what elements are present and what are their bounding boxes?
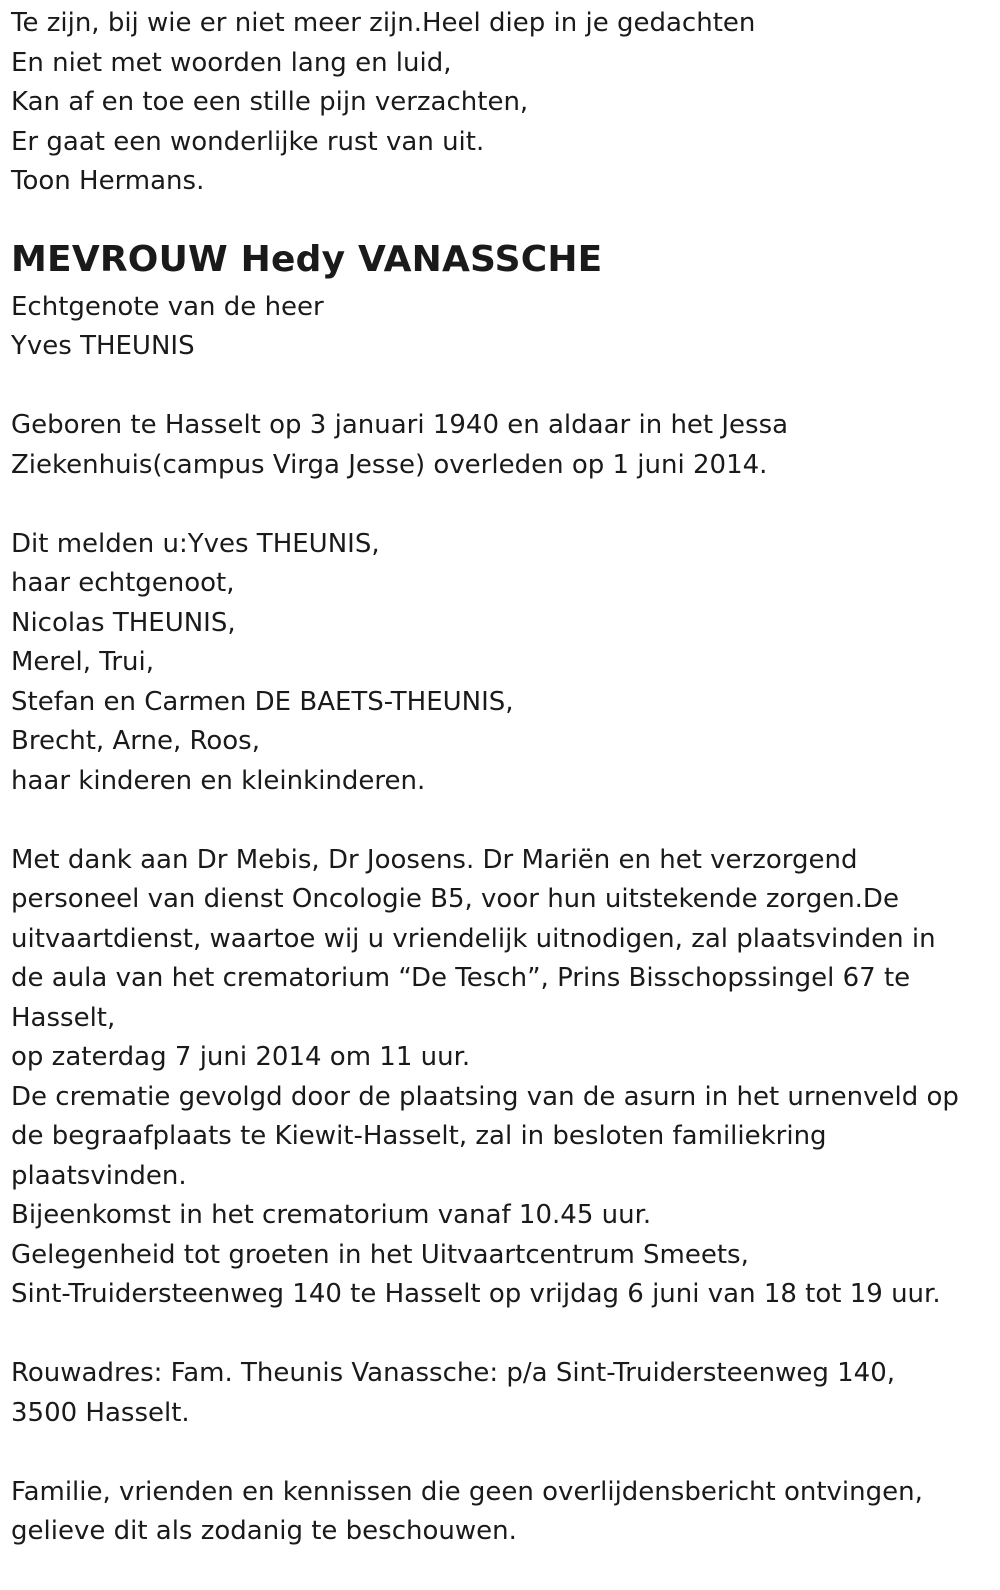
spacer [11,1315,986,1355]
service-line: de begraafplaats te Kiewit-Hasselt, zal in besloten familiekring [11,1121,827,1151]
service-line: uitvaartdienst, waartoe wij u vriendelijk uitnodigen, zal plaatsvinden in [11,923,936,954]
family-block [11,525,986,802]
service-line: Gelegenheid tot groeten in het Uitvaartcentrum Smeets, [11,1239,749,1270]
deceased-name-heading: MEVROUW Hedy VANASSCHE [11,238,603,280]
service-line: De crematie gevolgd door de plaatsing van de asurn in het urnenveld op [11,1081,959,1112]
obituary-page [11,4,986,1552]
spacer [11,485,986,525]
service-line: plaatsvinden. [11,1160,187,1191]
notice-block [11,1473,986,1552]
service-line: Hasselt, [11,1002,116,1033]
notice-line: Familie, vrienden en kennissen die geen overlijdensbericht ontvingen, [11,1476,923,1507]
poem-line: Te zijn, bij wie er niet meer zijn.Heel diep in je gedachten [11,8,756,38]
poem-author: Toon Hermans. [11,166,205,196]
address-block [11,1354,986,1433]
service-line: Sint-Truidersteenweg 140 te Hasselt op vrijdag 6 juni van 18 tot 19 uur. [11,1279,941,1309]
spacer [11,1433,986,1473]
poem-line: Kan af en toe een stille pijn verzachten, [11,87,529,117]
birth-block [11,406,986,485]
family-line: Brecht, Arne, Roos, [11,726,260,756]
family-line: Dit melden u:Yves THEUNIS, [11,528,380,559]
family-line: Stefan en Carmen DE BAETS-THEUNIS, [11,686,514,717]
address-line: Rouwadres: Fam. Theunis Vanassche: p/a Sint-Truidersteenweg 140, [11,1358,895,1388]
birth-line: Geboren te Hasselt op 3 januari 1940 en aldaar in het Jessa [11,410,789,440]
service-line: personeel van dienst Oncologie B5, voor hun uitstekende zorgen.De [11,884,899,914]
spouse-line: Yves THEUNIS [11,331,195,361]
poem-block [11,4,986,202]
spacer [11,367,986,407]
poem-line: Er gaat een wonderlijke rust van uit. [11,126,485,157]
service-line: op zaterdag 7 juni 2014 om 11 uur. [11,1042,471,1072]
service-line: Met dank aan Dr Mebis, Dr Joosens. Dr Mariën en het verzorgend [11,844,858,875]
spacer [11,801,986,841]
family-line: Merel, Trui, [11,647,155,677]
birth-line: Ziekenhuis(campus Virga Jesse) overleden op 1 juni 2014. [11,449,768,480]
family-line: haar echtgenoot, [11,568,235,598]
notice-line: gelieve dit als zodanig te beschouwen. [11,1516,517,1546]
family-line: haar kinderen en kleinkinderen. [11,765,426,796]
service-line: Bijeenkomst in het crematorium vanaf 10.45 uur. [11,1200,652,1230]
service-block [11,841,986,1315]
service-line: de aula van het crematorium “De Tesch”, Prins Bisschopssingel 67 te [11,963,911,993]
address-line: 3500 Hasselt. [11,1397,190,1428]
spouse-line: Echtgenote van de heer [11,291,324,322]
spouse-block [11,288,986,367]
poem-line: En niet met woorden lang en luid, [11,47,452,78]
family-line: Nicolas THEUNIS, [11,607,236,638]
